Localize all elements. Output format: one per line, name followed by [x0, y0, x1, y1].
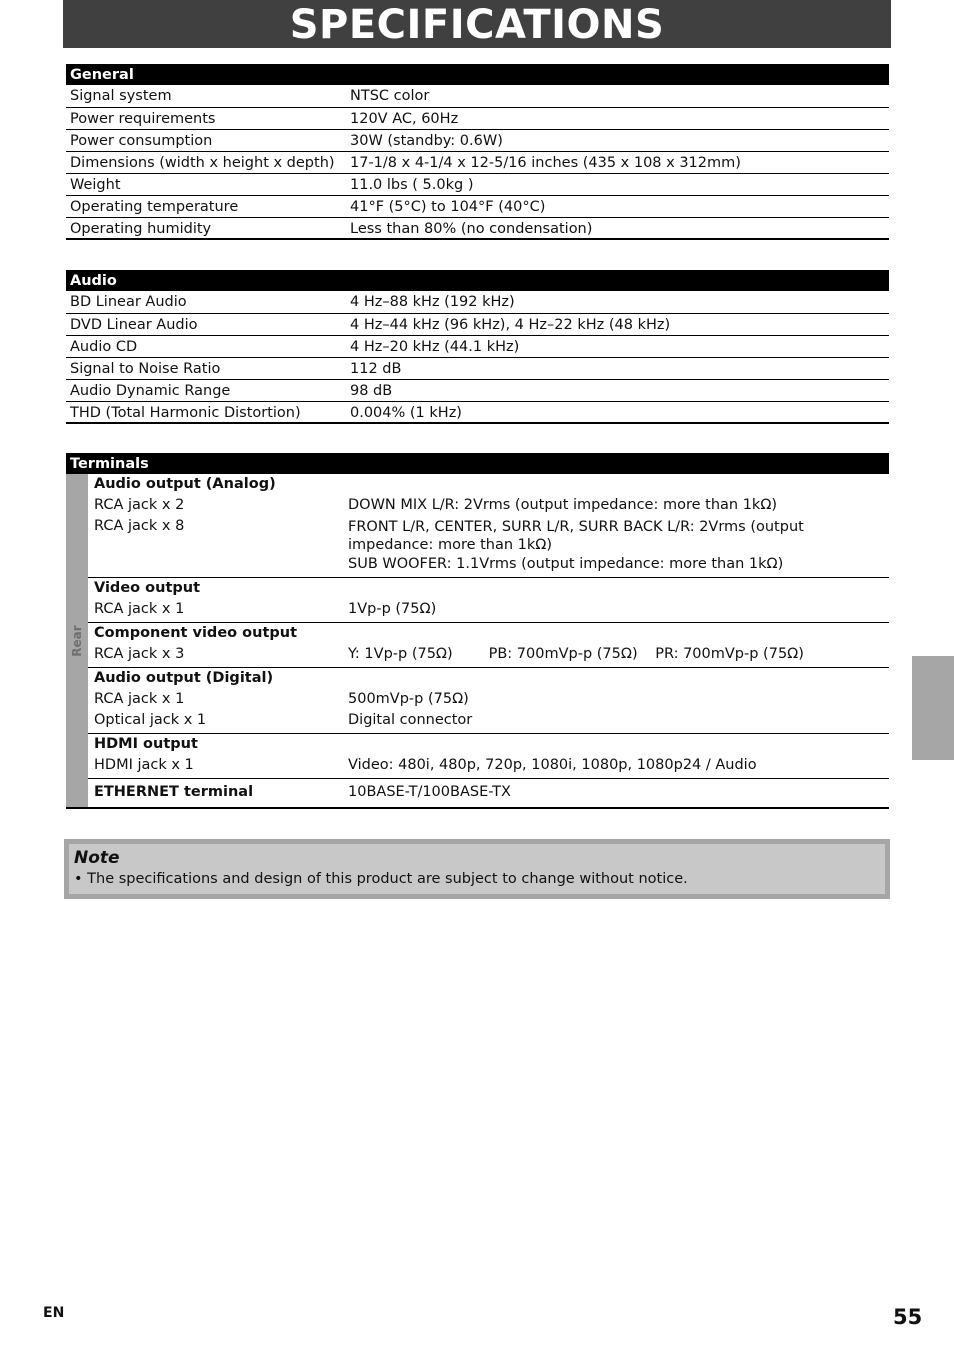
- row-value: NTSC color: [350, 88, 430, 104]
- row-label: Power requirements: [70, 111, 216, 127]
- row-value: 120V AC, 60Hz: [350, 111, 459, 127]
- row-value: Video: 480i, 480p, 720p, 1080i, 1080p, 1080p24 / Audio: [348, 757, 757, 773]
- row-label: DVD Linear Audio: [70, 317, 198, 333]
- row-label: Operating humidity: [70, 221, 212, 237]
- row-label: Signal system: [70, 88, 172, 104]
- component-video-group: [88, 623, 889, 668]
- table-row: [66, 380, 889, 402]
- row-label: Optical jack x 1: [94, 712, 207, 728]
- row-label: RCA jack x 8: [94, 518, 185, 534]
- table-row: [66, 130, 889, 152]
- table-row: [66, 85, 889, 108]
- table-row: [66, 152, 889, 174]
- table-row: [66, 336, 889, 358]
- rear-side-label-column: [66, 474, 88, 807]
- table-row: [66, 291, 889, 314]
- audio-analog-group: [88, 474, 889, 578]
- table-row: [66, 196, 889, 218]
- table-row: [66, 218, 889, 240]
- row-label: RCA jack x 1: [94, 691, 185, 707]
- ethernet-group: [88, 779, 889, 807]
- table-row: [66, 314, 889, 336]
- row-label: Signal to Noise Ratio: [70, 361, 221, 377]
- row-label: RCA jack x 1: [94, 601, 185, 617]
- row-label: Dimensions (width x height x depth): [70, 155, 335, 171]
- row-label: Audio CD: [70, 339, 138, 355]
- row-value: Less than 80% (no condensation): [350, 221, 593, 237]
- group-title: ETHERNET terminal: [94, 784, 254, 800]
- row-value: 4 Hz–20 kHz (44.1 kHz): [350, 339, 520, 355]
- row-value: 10BASE-T/100BASE-TX: [348, 784, 511, 800]
- row-label: Weight: [70, 177, 121, 193]
- general-heading: General: [66, 64, 889, 85]
- group-title: Video output: [94, 580, 201, 596]
- table-row: [66, 358, 889, 380]
- row-value: 1Vp-p (75Ω): [348, 601, 437, 617]
- table-row: [66, 174, 889, 196]
- row-value: SUB WOOFER: 1.1Vrms (output impedance: more than 1kΩ): [348, 556, 784, 572]
- row-value: 112 dB: [350, 361, 402, 377]
- page-number: 55: [893, 1305, 923, 1329]
- row-value: 98 dB: [350, 383, 393, 399]
- row-label: HDMI jack x 1: [94, 757, 194, 773]
- rear-label: Rear: [70, 624, 84, 657]
- row-value: 0.004% (1 kHz): [350, 405, 462, 421]
- table-row: [66, 108, 889, 130]
- terminals-table: [66, 453, 889, 809]
- component-pr-value: PR: 700mVp-p (75Ω): [655, 646, 804, 662]
- row-value: FRONT L/R, CENTER, SURR L/R, SURR BACK L/R: 2Vrms (output impedance: more than 1kΩ): [348, 519, 804, 553]
- section-side-tab: [912, 656, 954, 760]
- row-label: RCA jack x 2: [94, 497, 185, 513]
- row-label: THD (Total Harmonic Distortion): [70, 405, 301, 421]
- row-label: Power consumption: [70, 133, 213, 149]
- group-title: Audio output (Digital): [94, 670, 274, 686]
- row-value: Digital connector: [348, 712, 473, 728]
- table-row: [66, 402, 889, 424]
- row-value: 30W (standby: 0.6W): [350, 133, 503, 149]
- page-title: SPECIFICATIONS: [63, 0, 891, 48]
- general-table: [66, 64, 889, 240]
- component-pb-value: PB: 700mVp-p (75Ω): [488, 646, 638, 662]
- row-label: Audio Dynamic Range: [70, 383, 231, 399]
- row-value: 41°F (5°C) to 104°F (40°C): [350, 199, 546, 215]
- row-value: 4 Hz–88 kHz (192 kHz): [350, 294, 515, 310]
- row-value: 17-1/8 x 4-1/4 x 12-5/16 inches (435 x 108 x 312mm): [350, 155, 741, 171]
- audio-table: [66, 270, 889, 424]
- audio-digital-group: [88, 668, 889, 734]
- component-y-value: Y: 1Vp-p (75Ω): [348, 646, 453, 662]
- audio-heading: Audio: [66, 270, 889, 291]
- language-label: EN: [43, 1305, 65, 1321]
- terminals-heading: Terminals: [66, 453, 889, 474]
- note-title: Note: [74, 848, 120, 868]
- group-title: HDMI output: [94, 736, 198, 752]
- row-label: Operating temperature: [70, 199, 239, 215]
- row-value: 4 Hz–44 kHz (96 kHz), 4 Hz–22 kHz (48 kHz): [350, 317, 671, 333]
- row-value: DOWN MIX L/R: 2Vrms (output impedance: more than 1kΩ): [348, 497, 778, 513]
- row-value: 11.0 lbs ( 5.0kg ): [350, 177, 474, 193]
- row-value: 500mVp-p (75Ω): [348, 691, 469, 707]
- row-label: RCA jack x 3: [94, 646, 185, 662]
- hdmi-output-group: [88, 734, 889, 779]
- note-text: • The specifications and design of this product are subject to change without notice.: [74, 871, 688, 887]
- row-label: BD Linear Audio: [70, 294, 187, 310]
- note-box: [64, 839, 890, 899]
- group-title: Audio output (Analog): [94, 476, 276, 492]
- group-title: Component video output: [94, 625, 298, 641]
- video-output-group: [88, 578, 889, 623]
